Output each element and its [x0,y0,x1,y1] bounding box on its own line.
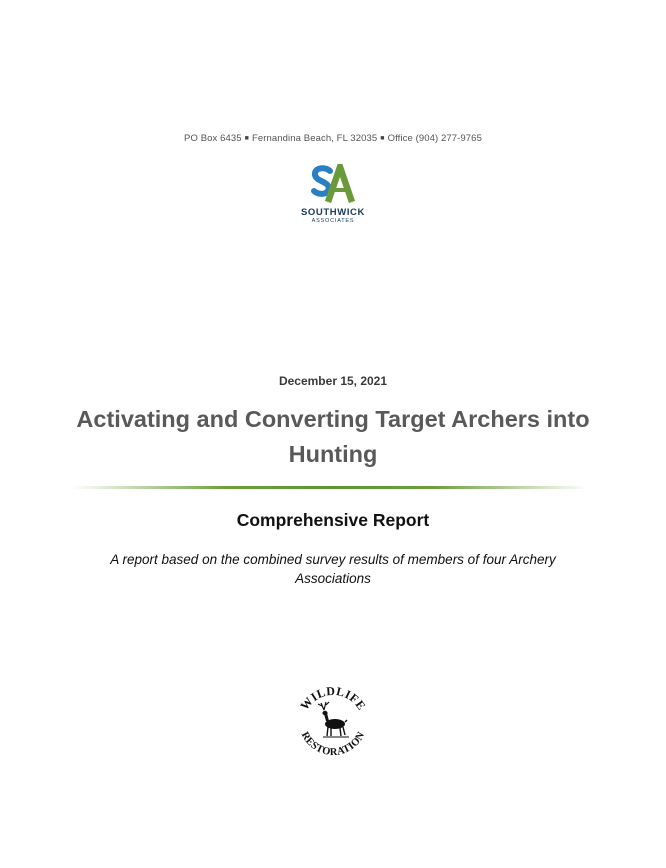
divider [72,486,588,489]
seal-icon [293,683,373,763]
sa-monogram-icon [310,164,356,204]
seal-bottom-text: RESTORATION [298,730,368,759]
logo-subname: ASSOCIATES [311,218,355,224]
southwick-logo [0,164,666,225]
report-title: Activating and Converting Target Archers into Hunting [76,406,590,467]
address-city: Fernandina Beach, FL 32035 [251,133,378,144]
separator-icon: ■ [380,135,385,142]
deer-icon [318,702,347,736]
report-description: A report based on the combined survey results of members of four Archery Associations [110,552,556,586]
report-subtitle: Comprehensive Report [236,510,430,530]
logo-name: SOUTHWICK [301,207,365,218]
address-po-box: PO Box 6435 [184,133,242,144]
report-date: December 15, 2021 [278,374,388,388]
seal-top-text: WILDLIFE [297,683,369,713]
s-letter [314,168,330,194]
address-phone: Office (904) 277-9765 [387,133,482,144]
separator-icon: ■ [244,135,249,142]
wildlife-restoration-seal [0,683,666,763]
address-line [0,133,666,144]
